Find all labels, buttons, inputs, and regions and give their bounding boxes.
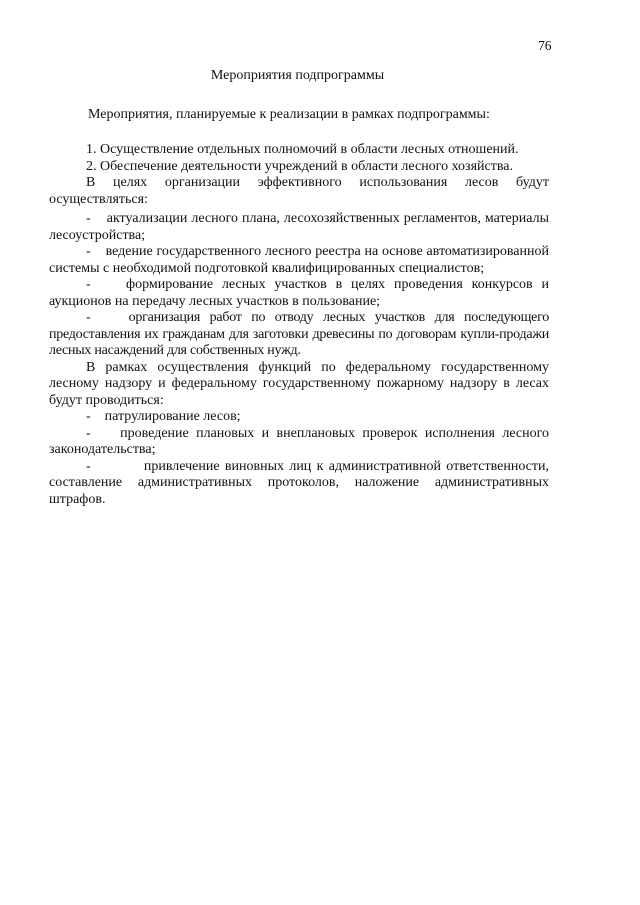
section-heading: Мероприятия подпрограммы [210,68,385,83]
page-number: 76 [538,38,552,53]
list-item: - патрулирование лесов; [86,409,241,424]
list-item: - привлечение виновных лиц к административной ответственности, составление административных протоколов, наложение административных штрафов. [49,458,553,507]
section-subheading: Мероприятия, планируемые к реализации в рамках подпрограммы: [88,107,490,122]
list-item: - проведение плановых и внеплановых проверок исполнения лесного законодательства; [49,425,553,457]
list-item: - организация работ по отводу лесных участков для последующего предоставления их гражданам для заготовки древесины по договорам купли-продажи лесных насаждений для собственных нужд. [49,310,553,358]
list-item: - актуализации лесного плана, лесохозяйственных регламентов, материалы лесоустройства; [49,211,553,243]
paragraph-item-1: 1. Осуществление отдельных полномочий в области лесных отношений. [86,142,519,157]
paragraph-intro-supervision: В рамках осуществления функций по федеральному государственному лесному надзору и федеральному государственному пожарному надзору в лесах будут проводиться: [49,359,549,408]
list-item: - ведение государственного лесного реестра на основе автоматизированной системы с необходимой подготовкой квалифицированных специалистов; [49,244,553,276]
body-text [49,142,553,508]
list-item: - формирование лесных участков в целях проведения конкурсов и аукционов на передачу лесных участков в пользование; [49,277,553,309]
paragraph-item-2: 2. Обеспечение деятельности учреждений в области лесного хозяйства. [86,158,513,174]
paragraph-intro-forest-use: В целях организации эффективного использования лесов будут осуществляться: [49,175,549,207]
